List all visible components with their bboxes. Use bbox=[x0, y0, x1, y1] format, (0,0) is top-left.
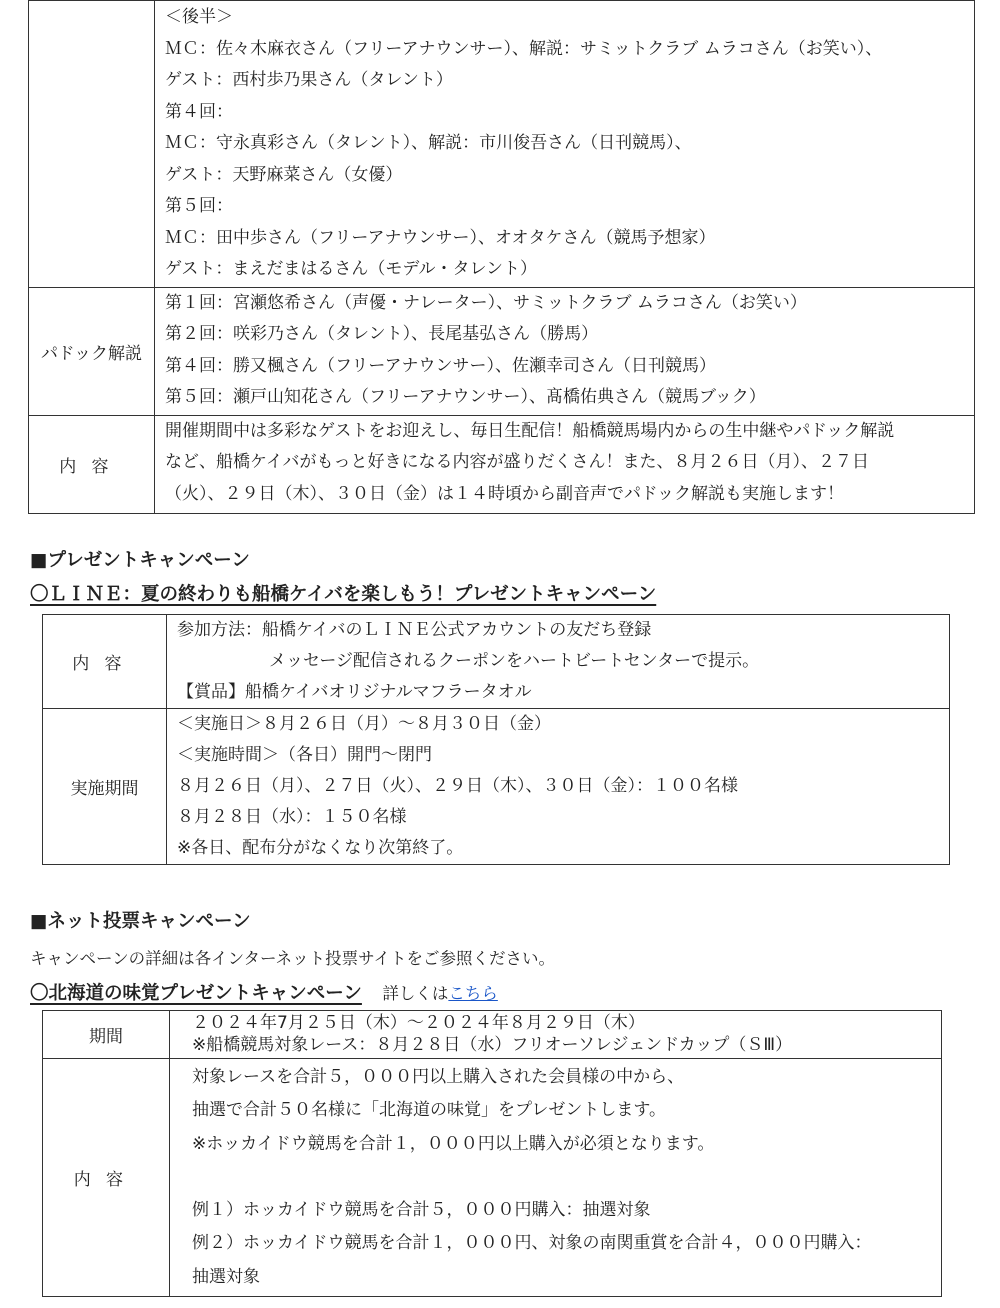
content-line: 開催期間中は多彩なゲストをお迎えし、毎日生配信！船橋競馬場内からの生中継やパドック解説 bbox=[165, 420, 895, 441]
present-period-line: ※各日、配布分がなくなり次第終了。 bbox=[177, 838, 464, 858]
present-content-cell bbox=[167, 615, 950, 709]
schedule-line: ＭＣ：佐々木麻衣さん（フリーアナウンサー）、解説：サミットクラブ ムラコさん（お笑い）、 bbox=[165, 38, 883, 59]
schedule-line: ゲスト：まえだまはるさん（モデル・タレント） bbox=[165, 259, 538, 279]
net-intro: キャンペーンの詳細は各インターネット投票サイトをご参照ください。 bbox=[30, 949, 556, 968]
net-campaign-header bbox=[30, 979, 498, 1005]
content-label bbox=[29, 415, 155, 514]
table-row bbox=[43, 709, 950, 865]
table-row bbox=[29, 287, 975, 415]
schedule-line: ＜後半＞ bbox=[165, 7, 233, 27]
net-content-line bbox=[192, 1161, 941, 1194]
content-line: など、船橋ケイバがもっと好きになる内容が盛りだくさん！また、８月２６日（月）、２７日 bbox=[165, 452, 869, 472]
present-content-line: 【賞品】船橋ケイバオリジナルマフラータオル bbox=[177, 682, 532, 702]
present-content-label-text: 内容 bbox=[72, 654, 137, 674]
net-content-line: 例２）ホッカイドウ競馬を合計１，０００円、対象の南関重賞を合計４，０００円購入： bbox=[192, 1233, 872, 1254]
present-period-line: ８月２６日（月）、２７日（火）、２９日（木）、３０日（金）：１００名様 bbox=[177, 776, 738, 796]
present-content-line: メッセージ配信されるクーポンをハートビートセンターで提示。 bbox=[269, 651, 760, 671]
details-prefix: 詳しくは bbox=[382, 984, 449, 1003]
broadcast-table bbox=[28, 0, 975, 514]
paddock-line: 第１回：宮瀬悠希さん（声優・ナレーター）、サミットクラブ ムラコさん（お笑い） bbox=[165, 292, 807, 313]
present-period-line: ＜実施日＞８月２６日（月）～８月３０日（金） bbox=[177, 714, 551, 734]
schedule-line: ゲスト：天野麻菜さん（女優） bbox=[165, 164, 403, 185]
paddock-cell bbox=[155, 287, 975, 415]
schedule-line: 第４回： bbox=[165, 101, 233, 122]
paddock-line: 第５回：瀬戸山知花さん（フリーアナウンサー）、髙橋佑典さん（競馬ブック） bbox=[165, 387, 766, 407]
net-period-cell bbox=[170, 1011, 942, 1059]
schedule-line: 第５回： bbox=[165, 196, 233, 216]
net-period-label: 期間 bbox=[43, 1011, 170, 1059]
net-table bbox=[42, 1010, 942, 1297]
present-content-label bbox=[43, 615, 167, 709]
content-label-text: 内容 bbox=[59, 456, 124, 477]
table-row bbox=[29, 415, 975, 514]
present-period-label: 実施期間 bbox=[43, 709, 167, 865]
present-campaign-title: 〇ＬＩＮＥ：夏の終わりも船橋ケイバを楽しもう！プレゼントキャンペーン bbox=[30, 584, 657, 605]
net-section-title: ■ネット投票キャンペーン bbox=[30, 911, 251, 932]
table-row bbox=[43, 1059, 942, 1297]
content-cell bbox=[155, 415, 975, 514]
content-line: （火）、２９日（木）、３０日（金）は１４時頃から副音声でパドック解説も実施します！ bbox=[165, 483, 844, 504]
schedule-cell bbox=[155, 1, 975, 288]
present-section-title: ■プレゼントキャンペーン bbox=[30, 550, 250, 571]
net-campaign-title: 〇北海道の味覚プレゼントキャンペーン bbox=[30, 983, 362, 1004]
net-content-line: 抽選対象 bbox=[192, 1266, 260, 1287]
table-row bbox=[43, 1011, 942, 1059]
paddock-line: 第２回：咲彩乃さん（タレント）、長尾基弘さん（勝馬） bbox=[165, 324, 599, 344]
net-period-line: ※船橋競馬対象レース：８月２８日（水）フリオーソレジェンドカップ（ＳⅢ） bbox=[192, 1035, 793, 1055]
net-content-cell bbox=[170, 1059, 942, 1297]
paddock-label: パドック解説 bbox=[29, 287, 155, 415]
present-period-cell bbox=[167, 709, 950, 865]
present-table bbox=[42, 614, 950, 865]
net-content-line: ※ホッカイドウ競馬を合計１，０００円以上購入が必須となります。 bbox=[192, 1133, 715, 1154]
schedule-line: ＭＣ：守永真彩さん（タレント）、解説：市川俊吾さん（日刊競馬）、 bbox=[165, 133, 692, 153]
net-content-line: 対象レースを合計５，０００円以上購入された会員様の中から、 bbox=[192, 1067, 685, 1087]
net-content-label-text: 内容 bbox=[73, 1170, 139, 1191]
present-content-line: 参加方法：船橋ケイバのＬＩＮＥ公式アカウントの友だち登録 bbox=[177, 620, 652, 640]
net-content-line: 例１）ホッカイドウ競馬を合計５，０００円購入：抽選対象 bbox=[192, 1200, 651, 1221]
net-period-line: ２０２４年7月２５日（木）～２０２４年８月２９日（木） bbox=[192, 1013, 645, 1033]
present-period-line: ＜実施時間＞（各日）開門～閉門 bbox=[177, 745, 432, 765]
empty-label-cell bbox=[29, 1, 155, 288]
net-content-line: 抽選で合計５０名様に「北海道の味覚」をプレゼントします。 bbox=[192, 1100, 666, 1121]
schedule-line: ゲスト：西村歩乃果さん（タレント） bbox=[165, 70, 453, 90]
paddock-line: 第４回：勝又楓さん（フリーアナウンサー）、佐瀬幸司さん（日刊競馬） bbox=[165, 355, 716, 376]
net-content-label bbox=[43, 1059, 170, 1297]
present-period-line: ８月２８日（水）：１５０名様 bbox=[177, 807, 407, 827]
schedule-line: ＭＣ：田中歩さん（フリーアナウンサー）、オオタケさん（競馬予想家） bbox=[165, 227, 716, 248]
table-row bbox=[43, 615, 950, 709]
table-row bbox=[29, 1, 975, 288]
details-link[interactable]: こちら bbox=[448, 984, 498, 1003]
